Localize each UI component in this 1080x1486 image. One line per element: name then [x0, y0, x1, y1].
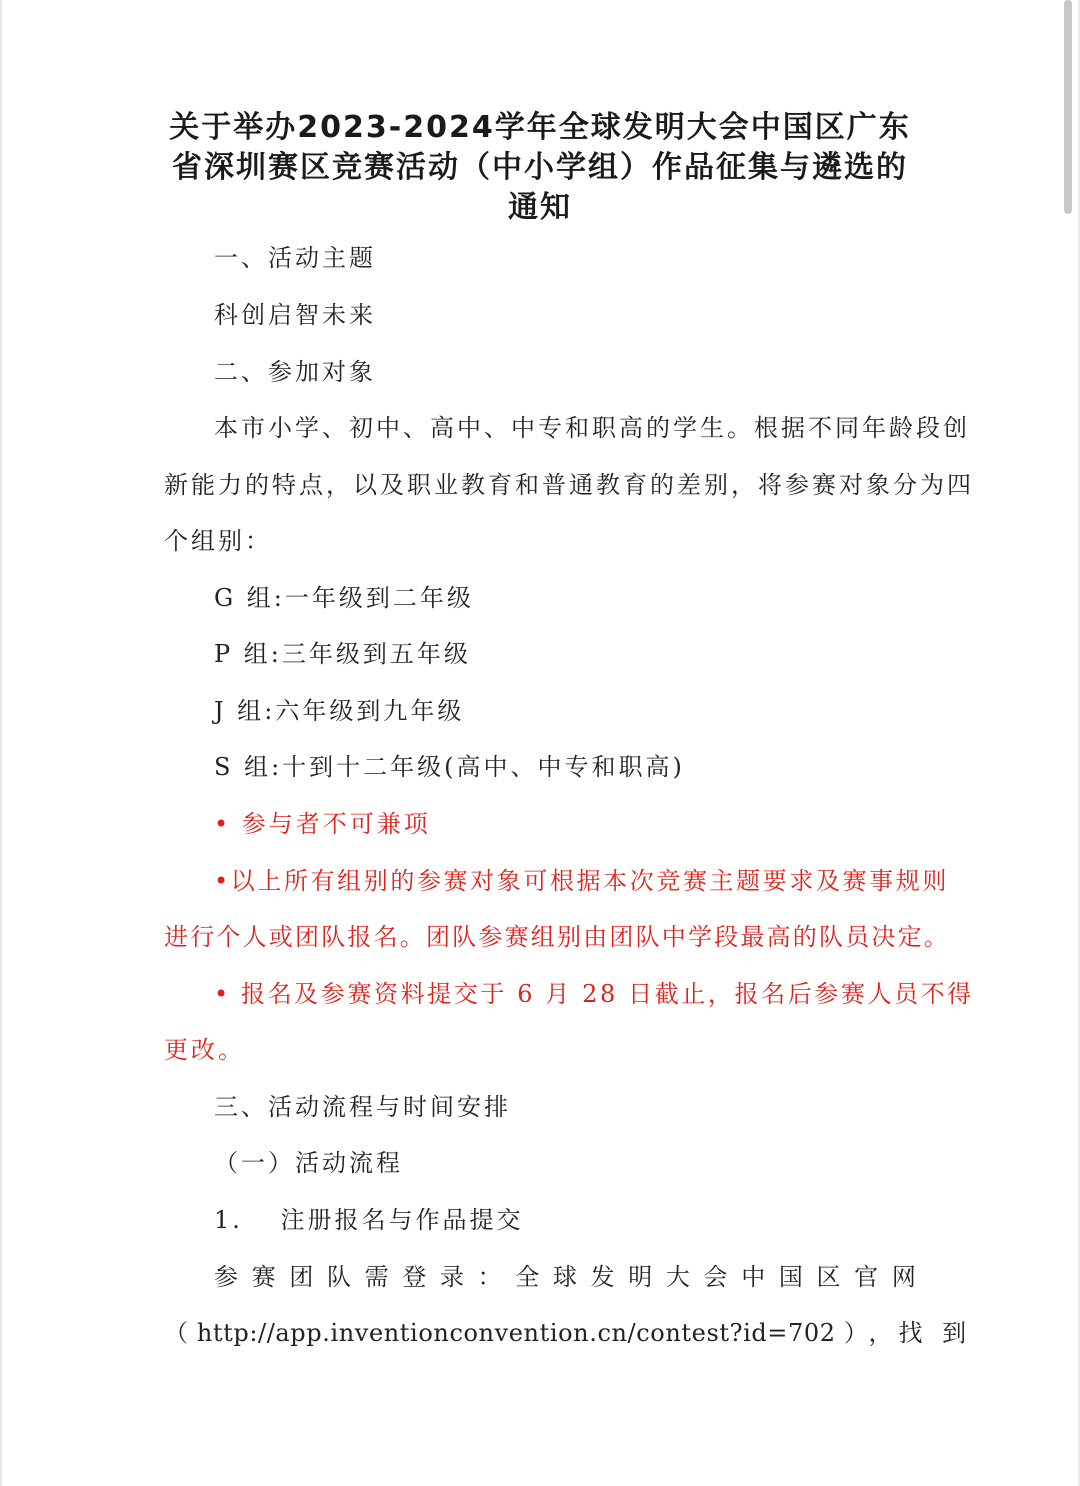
document-title — [160, 108, 920, 228]
char: 球 — [552, 1263, 577, 1291]
char: 登 — [402, 1263, 427, 1291]
note-no-multiple-entries: • 参与者不可兼项 — [214, 810, 431, 838]
char: 会 — [703, 1263, 728, 1291]
participants-para-line-2: 新能力的特点，以及职业教育和普通教育的差别，将参赛对象分为四 — [164, 471, 974, 499]
char: 中 — [741, 1263, 766, 1291]
char: 赛 — [251, 1263, 276, 1291]
item-1-register-submit: 1. 注册报名与作品提交 — [214, 1206, 524, 1234]
page-left-edge — [0, 0, 2, 1486]
char: ： — [477, 1263, 502, 1291]
section-1-heading: 一、活动主题 — [214, 244, 376, 272]
title-line-1: 关于举办2023-2024学年全球发明大会中国区广东 — [169, 110, 911, 145]
activity-theme: 科创启智未来 — [214, 301, 376, 329]
char: 国 — [778, 1263, 803, 1291]
note-registration-line-1: •以上所有组别的参赛对象可根据本次竞赛主题要求及赛事规则 — [214, 867, 949, 895]
group-s: S 组:十到十二年级(高中、中专和职高) — [214, 753, 685, 781]
section-2-heading: 二、参加对象 — [214, 358, 376, 386]
char: 队 — [326, 1263, 351, 1291]
participants-para-line-3: 个组别： — [164, 527, 272, 555]
group-g: G 组:一年级到二年级 — [214, 584, 474, 612]
char: 需 — [364, 1263, 389, 1291]
login-instruction-tail: ，找 到 — [868, 1319, 973, 1347]
char: 明 — [628, 1263, 653, 1291]
title-line-2: 省深圳赛区竞赛活动（中小学组）作品征集与遴选的 — [172, 150, 908, 185]
char: 网 — [891, 1263, 916, 1291]
note-deadline-line-1: • 报名及参赛资料提交于 6 月 28 日截止，报名后参赛人员不得 — [214, 980, 974, 1008]
group-p: P 组:三年级到五年级 — [214, 640, 471, 668]
section-3-heading: 三、活动流程与时间安排 — [214, 1093, 511, 1121]
char: 团 — [289, 1263, 314, 1291]
char: 官 — [854, 1263, 879, 1291]
note-deadline-line-2: 更改。 — [164, 1036, 245, 1064]
login-instruction-line-1 — [214, 1260, 916, 1294]
char: 参 — [214, 1263, 238, 1291]
login-instruction-line-2 — [164, 1316, 973, 1350]
vertical-scrollbar-thumb[interactable] — [1064, 0, 1072, 214]
char: 全 — [515, 1263, 540, 1291]
char: 大 — [665, 1263, 690, 1291]
contest-url-link[interactable]: （ http://app.inventionconvention.cn/contest?id=702 ） — [164, 1319, 869, 1347]
subsection-1-heading: （一）活动流程 — [214, 1149, 403, 1177]
note-registration-line-2: 进行个人或团队报名。团队参赛组别由团队中学段最高的队员决定。 — [164, 923, 950, 951]
char: 发 — [590, 1263, 615, 1291]
participants-para-line-1: 本市小学、初中、高中、中专和职高的学生。根据不同年龄段创 — [214, 414, 970, 442]
char: 录 — [439, 1263, 464, 1291]
group-j: J 组:六年级到九年级 — [214, 697, 465, 725]
char: 区 — [816, 1263, 841, 1291]
title-line-3: 通知 — [508, 190, 572, 225]
